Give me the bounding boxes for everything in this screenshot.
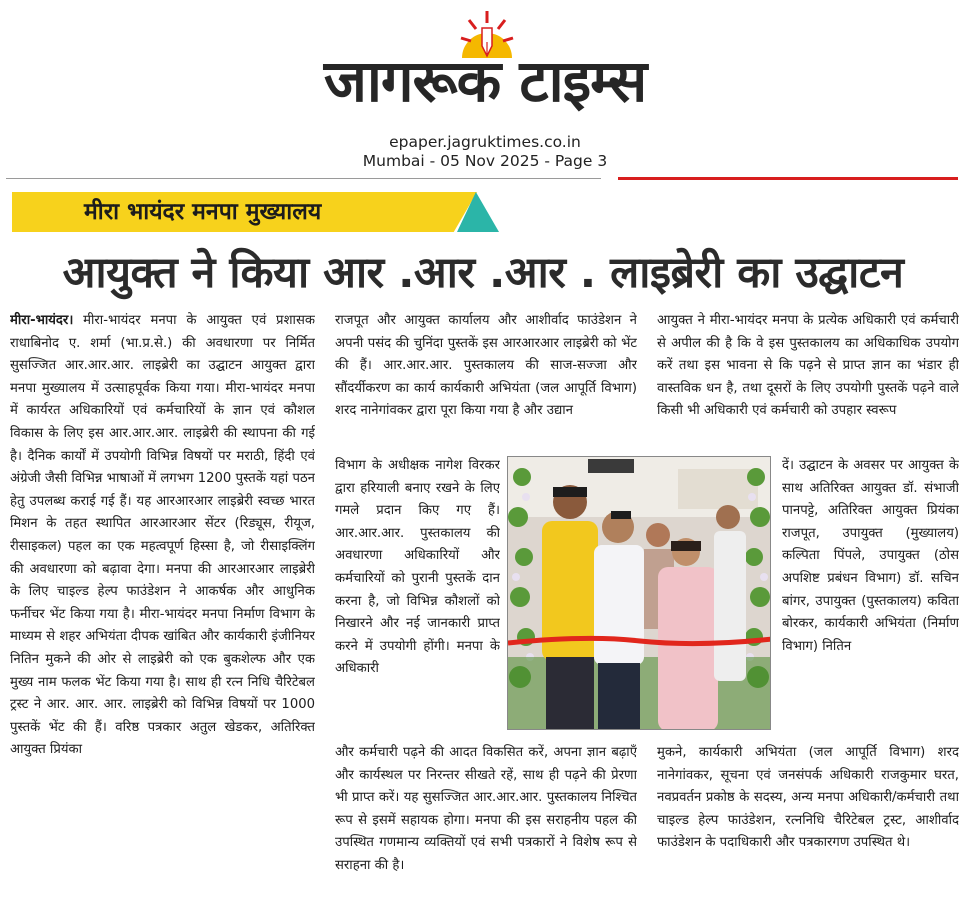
article-column-2-bottom: [335, 742, 637, 903]
article-text: मीरा-भायंदर मनपा के आयुक्त एवं प्रशासक राधाबिनोद ए. शर्मा (भा.प्र.से.) की अवधारणा पर निर्मित सुसज्जित आर.आर.आर. लाइब्रेरी का उद्घाटन आयुक्त द्वारा मनपा मुख्यालय में उत्साहपूर्वक किया गया। मीरा-भायंदर मनपा में कार्यरत अधिकारियों एवं कर्मचारियों के ज्ञान एवं कौशल विकास के लिए इस आर.आर.आर. लाइब्रेरी की स्थापना की गई है। दैनिक कार्यों में उपयोगी विभिन्न विषयों पर मराठी, हिंदी एवं अंग्रेजी जैसी विभिन्न भाषाओं में लगभग 1200 पुस्तकें यहां पठन हेतु उपलब्ध कराई गई हैं। यह आरआरआर लाइब्रेरी स्वच्छ भारत मिशन के तहत स्थापित आरआरआर सेंटर (रिड्यूस, रीयूज, रीसाइकल) पहल का एक महत्वपूर्ण हिस्सा है, जो रीसाइक्लिंग की अवधारणा को बढ़ावा देगा। मनपा की आरआरआर लाइब्रेरी के लिए चाइल्ड हेल्प फाउंडेशन ने आकर्षक और आधुनिक फर्नीचर भेंट किया गया है। मीरा-भायंदर मनपा निर्माण विभाग के माध्यम से शहर अभियंता दीपक खांबित और कार्यकारी इंजीनियर नितिन मुकने की ओर से लाइब्रेरी को एक बुकशेल्फ और एक मुख्य नाम फलक भेंट किया गया है। साथ ही रत्न निधि चैरिटेबल ट्रस्ट ने आर. आर. आर. लाइब्रेरी को विभिन्न विषयों पर 1000 पुस्तकें भेंट की हैं। वरिष्ठ पत्रकार अतुल खेडकर, अतिरिक्त आयुक्त प्रियंका: [10, 313, 315, 758]
inauguration-photo[interactable]: [507, 456, 771, 730]
article-column-3-wrap: [782, 455, 959, 742]
dateline: मीरा-भायंदर।: [10, 313, 74, 328]
logo-text: जागरूक टाइम्स: [323, 47, 647, 115]
article-text: राजपूत और आयुक्त कार्यालय और आशीर्वाद फाउंडेशन ने अपनी पसंद की चुनिंदा पुस्तकें इस आरआरआर लाइब्रेरी को भेंट की हैं। आर.आर.आर. पुस्तकालय की साज-सज्जा और सौंदर्यीकरण का कार्य कार्यकारी अभियंता (जल आपूर्ति विभाग) शरद नानेगांवकर द्वारा पूरा किया गया है और उद्यान: [335, 313, 637, 419]
headline: आयुक्त ने किया आर .आर .आर . लाइब्रेरी का उद्घाटन: [62, 248, 904, 298]
article-text: मुकने, कार्यकारी अभियंता (जल आपूर्ति विभाग) शरद नानेगांवकर, सूचना एवं जनसंपर्क अधिकारी राजकुमार घरत, नवप्रवर्तन प्रकोष्ठ के सदस्य, अन्य मनपा अधिकारी/कर्मचारी तथा चाइल्ड हेल्प फाउंडेशन, रत्ननिधि चैरिटेबल ट्रस्ट, आशीर्वाद फाउंडेशन के पदाधिकारी और पत्रकारगण उपस्थित थे।: [657, 745, 959, 851]
section-label: मीरा भायंदर मनपा मुख्यालय: [84, 199, 322, 225]
article-text: दें। उद्घाटन के अवसर पर आयुक्त के साथ अतिरिक्त आयुक्त डॉ. संभाजी पानपट्टे, अतिरिक्त आयुक्त प्रियंका राजपूत, उपायुक्त (मुख्यालय) कल्पिता पिंपले, उपायुक्त (ठोस अपशिष्ट प्रबंधन विभाग) डॉ. सचिन बांगर, उपायुक्त (पुस्तकालय) कविता बोरकर, कार्यकारी अभियंता (निर्माण विभाग) नितिन: [782, 458, 959, 654]
article-column-3-bottom: [657, 742, 959, 903]
section-band: [12, 192, 488, 232]
article-column-2-top: [335, 310, 637, 455]
masthead: [0, 0, 966, 180]
epaper-url[interactable]: epaper.jagruktimes.co.in: [389, 133, 581, 151]
article-text: आयुक्त ने मीरा-भायंदर मनपा के प्रत्येक अधिकारी एवं कर्मचारी से अपील की है कि वे इस पुस्तकालय का अधिकाधिक उपयोग करें तथा इस भावना से कि पढ़ने से प्राप्त ज्ञान का भंडार ही वास्तविक धन है, तथा दूसरों के लिए उपयोगी पुस्तकें पढ़ने वाले किसी भी अधिकारी एवं कर्मचारी को उपहार स्वरूप: [657, 313, 959, 419]
edition-date-page: Mumbai - 05 Nov 2025 - Page 3: [362, 152, 608, 170]
ribbon-cutting-photo-icon: [508, 457, 771, 730]
article-column-1: [10, 310, 315, 903]
article-text: और कर्मचारी पढ़ने की आदत विकसित करें, अपना ज्ञान बढ़ाएँ और कार्यस्थल पर निरन्तर सीखते रहें, साथ ही पढ़ने की प्रेरणा भी प्राप्त करें। यह सुसज्जित आर.आर.आर. पुस्तकालय निश्चित रूप से इसमें सहायक होगा। मनपा की इस सराहनीय पहल की उपस्थित गणमान्य व्यक्तियों एवं सभी पत्रकारों ने विशेष रूप से सराहना की है।: [335, 745, 637, 873]
divider-rule: [6, 178, 601, 179]
article-column-2-wrap: [335, 455, 500, 742]
article-column-3-top: [657, 310, 959, 455]
newspaper-logo[interactable]: [290, 8, 680, 120]
article-text: विभाग के अधीक्षक नागेश विरकर द्वारा हरियाली बनाए रखने के लिए गमले प्रदान किए गए हैं। आर.आर.आर. पुस्तकालय की अवधारणा अधिकारियों और कर्मचारियों को पुरानी पुस्तकें दान करना है, जो विभिन्न कौशलों को निखारने और नई जानकारी प्राप्त करने में उपयोगी होंगी। मनपा के अधिकारी: [335, 458, 500, 677]
divider-rule-accent: [618, 177, 958, 180]
